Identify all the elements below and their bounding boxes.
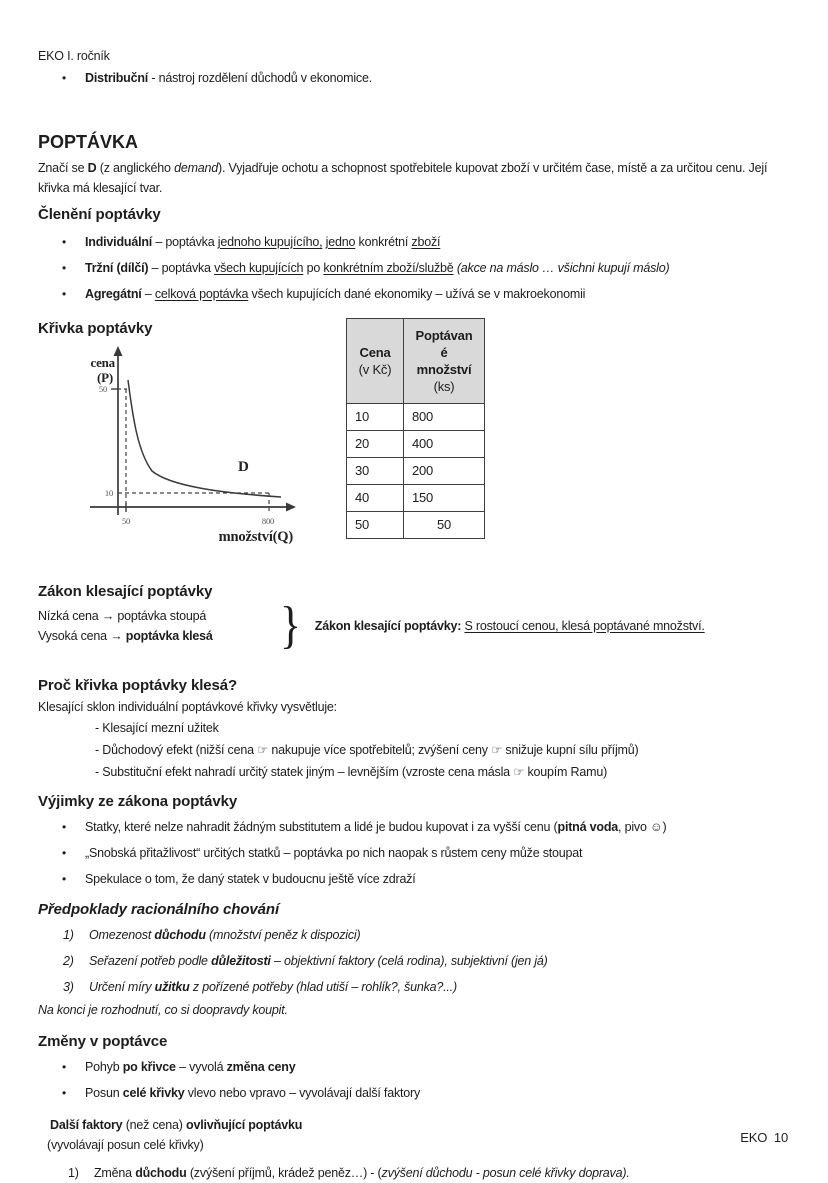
- table-row: [347, 458, 485, 485]
- heading-krivka: Křivka poptávky: [38, 320, 153, 337]
- item-number: 3): [63, 980, 74, 994]
- heading-vyjimky: Výjimky ze zákona poptávky: [38, 793, 238, 810]
- heading-zmeny: Změny v poptávce: [38, 1033, 168, 1050]
- cell-mnozstvi: 400: [404, 431, 485, 458]
- x-tick-label-800: 800: [261, 516, 275, 526]
- demand-table-body: [347, 404, 485, 539]
- heading-predpoklady: Předpoklady racionálního chování: [38, 901, 280, 918]
- page-footer: EKO 10: [740, 1130, 788, 1145]
- zmeny-bullet: [62, 1057, 790, 1077]
- bullet-marker: •: [62, 820, 67, 834]
- heading-proc: Proč křivka poptávky klesá?: [38, 677, 238, 694]
- proc-items: [95, 717, 790, 783]
- cell-cena: 30: [347, 458, 404, 485]
- intro-bullet-text: Distribuční - nástroj rozdělení důchodů v ekonomice.: [85, 71, 372, 85]
- zmeny-bullet-text: Posun celé křivky vlevo nebo vpravo – vyvolávají další faktory: [85, 1086, 421, 1100]
- proc-item: - Důchodový efekt (nižší cena ☞ nakupuje více spotřebitelů; zvýšení ceny ☞ snižuje kupní sílu příjmů): [95, 743, 639, 757]
- bullet-marker: •: [62, 872, 67, 886]
- x-axis-label: množství(Q): [218, 529, 293, 545]
- demand-curve-svg: [60, 344, 310, 549]
- predpoklady-item: [63, 977, 790, 997]
- item-number: 1): [68, 1166, 79, 1180]
- bullet-marker: •: [62, 1086, 67, 1100]
- cell-mnozstvi: 200: [404, 458, 485, 485]
- cleneni-bullet-trzni: [62, 258, 790, 278]
- predpoklady-item-text: Omezenost důchodu (množství peněz k dispozici): [89, 928, 361, 942]
- table-row: [347, 485, 485, 512]
- zmeny-bullet: [62, 1083, 790, 1103]
- zakon-statement: Zákon klesající poptávky: S rostoucí cenou, klesá poptávané množství.: [314, 619, 705, 633]
- dalsi-faktory-title: Další faktory (než cena) ovlivňující poptávku: [50, 1118, 303, 1132]
- x-axis-arrow: [286, 503, 296, 512]
- curve-label-d: D: [238, 459, 249, 475]
- proc-item: - Klesající mezní užitek: [95, 721, 219, 735]
- table-row: [347, 431, 485, 458]
- table-header-mnozstvi: Poptávan é množství (ks): [404, 319, 485, 404]
- bullet-marker: •: [62, 287, 67, 301]
- zmeny-bullet-text: Pohyb po křivce – vyvolá změna ceny: [85, 1060, 296, 1074]
- bullet-marker: •: [62, 846, 67, 860]
- cell-mnozstvi: 150: [404, 485, 485, 512]
- demand-curve: [128, 380, 281, 497]
- vyjimky-bullet-text: Spekulace o tom, že daný statek v budoucnu ještě více zdraží: [85, 872, 416, 886]
- table-row: [347, 512, 485, 539]
- y-tick-label-10: 10: [104, 488, 113, 498]
- y-axis-label-line1: cena: [90, 355, 115, 370]
- y-axis-label-line2: (P): [97, 370, 113, 385]
- heading-zakon: Zákon klesající poptávky: [38, 583, 213, 600]
- cleneni-bullet-text: Agregátní – celková poptávka všech kupujících dané ekonomiky – užívá se v makroekonomii: [85, 287, 586, 301]
- dalsi-faktory-item-text: Změna důchodu (zvýšení příjmů, krádež peněz…) - (zvýšení důchodu - posun celé křivky doprava).: [94, 1166, 630, 1180]
- course-header: EKO I. ročník: [38, 49, 110, 63]
- cell-cena: 50: [347, 512, 404, 539]
- table-row: [347, 404, 485, 431]
- zakon-line-high: Vysoká cena → poptávka klesá: [38, 629, 213, 643]
- bullet-marker: •: [62, 261, 67, 275]
- cell-cena: 10: [347, 404, 404, 431]
- bullet-marker: •: [62, 71, 67, 85]
- cell-cena: 40: [347, 485, 404, 512]
- item-number: 1): [63, 928, 74, 942]
- intro-bullet: [62, 68, 790, 88]
- dalsi-faktory-subtitle: (vyvolávají posun celé křivky): [47, 1138, 204, 1152]
- y-tick-label-50: 50: [98, 384, 107, 394]
- vyjimky-bullet: [62, 817, 790, 837]
- proc-intro: Klesající sklon individuální poptávkové křivky vysvětluje:: [38, 700, 337, 714]
- table-header-cena: Cena (v Kč): [347, 319, 404, 404]
- vyjimky-bullet: [62, 843, 790, 863]
- bullet-marker: •: [62, 1060, 67, 1074]
- cleneni-bullet-agregatni: [62, 284, 790, 304]
- cleneni-bullet-individualni: [62, 232, 790, 252]
- demand-curve-chart: [60, 344, 310, 555]
- cleneni-bullet-text: Tržní (dílčí) – poptávka všech kupujících po konkrétním zboží/službě (akce na máslo … všichni kupují máslo): [85, 261, 670, 275]
- demand-curve-figure: [38, 318, 310, 555]
- predpoklady-item-text: Seřazení potřeb podle důležitosti – objektivní faktory (celá rodina), subjektivní (jen já): [89, 954, 548, 968]
- predpoklady-item: [63, 951, 790, 971]
- zakon-lines: [38, 606, 278, 646]
- demand-table-head: [347, 319, 485, 404]
- vyjimky-bullet-text: „Snobská přitažlivost“ určitých statků – poptávka po nich naopak s růstem ceny může stoupat: [85, 846, 583, 860]
- section-title-poptavka: POPTÁVKA: [38, 132, 139, 152]
- predpoklady-outro: Na konci je rozhodnutí, co si doopravdy koupit.: [38, 1003, 288, 1017]
- cell-mnozstvi: 800: [404, 404, 485, 431]
- x-tick-label-50: 50: [121, 516, 131, 526]
- predpoklady-item: [63, 925, 790, 945]
- predpoklady-item-text: Určení míry užitku z pořízené potřeby (hlad utiší – rohlík?, šunka?...): [89, 980, 457, 994]
- vyjimky-bullet-text: Statky, které nelze nahradit žádným substitutem a lidé je budou kupovat i za vyšší cenu (pitná voda, pivo ☺): [85, 820, 667, 834]
- bullet-marker: •: [62, 235, 67, 249]
- zakon-block: [38, 597, 790, 654]
- poptavka-intro: Značí se D (z anglického demand). Vyjadřuje ochotu a schopnost spotřebitele kupovat zboží v určitém čase, místě a za určitou cenu. Její křivka má klesající tvar.: [38, 161, 768, 195]
- curly-brace: }: [279, 597, 301, 654]
- dalsi-faktory-item: [68, 1163, 790, 1183]
- heading-cleneni: Členění poptávky: [38, 206, 161, 223]
- item-number: 2): [63, 954, 74, 968]
- demand-table: [346, 318, 485, 539]
- cleneni-bullet-text: Individuální – poptávka jednoho kupujícího, jedno konkrétní zboží: [85, 235, 441, 249]
- table-header-row: [347, 319, 485, 404]
- zakon-line-low: Nízká cena → poptávka stoupá: [38, 609, 207, 623]
- cell-cena: 20: [347, 431, 404, 458]
- figure-row: [38, 318, 790, 555]
- proc-item: - Substituční efekt nahradí určitý statek jiným – levnějším (vzroste cena másla ☞ koupím Ramu): [95, 765, 608, 779]
- cell-mnozstvi: 50: [404, 512, 485, 539]
- vyjimky-bullet: [62, 869, 790, 889]
